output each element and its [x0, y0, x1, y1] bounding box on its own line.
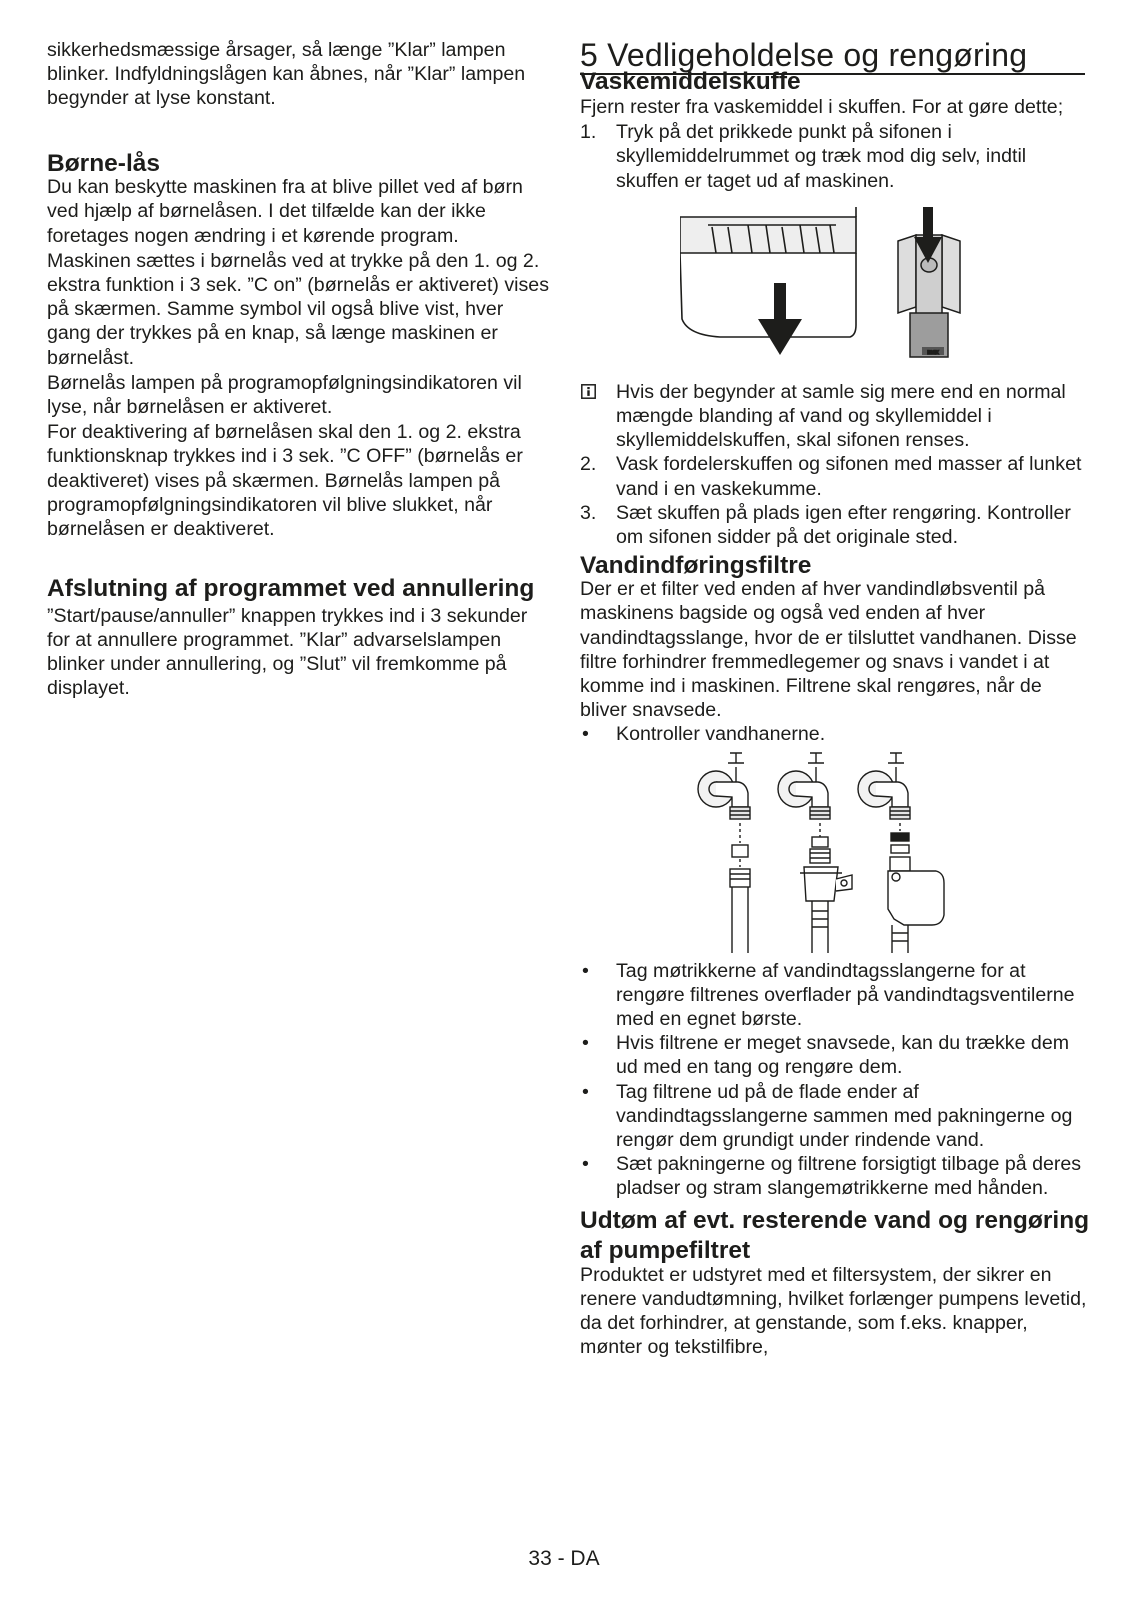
intro-paragraph: sikkerhedsmæssige årsager, så længe ”Klar” lampen blinker. Indfyldningslågen kan åbnes, når ”Klar” lampen begynder at lyse konstant. — [47, 39, 526, 110]
bullet-marker: • — [582, 1153, 589, 1176]
drawer-steps — [580, 120, 1090, 193]
filters-bullets-first — [580, 722, 1090, 746]
tap-2-drawing — [778, 753, 852, 953]
drawer-intro: Fjern rester fra vaskemiddel i skuffen. For at gøre dette; — [580, 96, 1064, 118]
bullet-marker: • — [582, 959, 589, 982]
pump-paragraph: Produktet er udstyret med et filtersystem, der sikrer en renere vandudtømning, hvilket forlænger pumpens levetid, da det forhindrer, at genstande, som f.eks. knapper, mønter og tekstilfibre, — [580, 1263, 1087, 1359]
bullet-text: Tag møtrikkerne af vandindtagsslangerne for at rengøre filtrenes overflader på vandindtagsventilerne med en egnet børste. — [616, 959, 1075, 1031]
child-lock-paragraph: For deaktivering af børnelåsen skal den 1. og 2. ekstra funktionsknap trykkes ind i 3 sek. ”C OFF” (børnelås er deaktiveret) vises på skærmen. Børnelås lampen på programopfølgningsindikatoren vil blive slukket, når børnelåsen er deaktiveret. — [47, 421, 523, 540]
left-column — [47, 38, 552, 700]
bullet-text: Hvis filtrene er meget snavsede, kan du trække dem ud med en tang og rengøre dem. — [616, 1032, 1070, 1079]
step-number: 3. — [580, 501, 597, 524]
list-item — [580, 1152, 1090, 1200]
info-icon — [581, 384, 596, 399]
list-item — [580, 501, 1090, 549]
drawer-heading: Vaskemiddelskuffe — [580, 68, 801, 95]
step-text: Sæt skuffen på plads igen efter rengøring. Kontroller om sifonen sidder på det originale sted. — [616, 501, 1071, 549]
pump-heading: Udtøm af evt. resterende vand og rengøring af pumpefiltret — [580, 1206, 1090, 1264]
step-text: Tryk på det prikkede punkt på sifonen i skyllemiddelrummet og træk mod dig selv, indtil skuffen er taget ud af maskinen. — [616, 121, 1027, 192]
note-text: Hvis der begynder at samle sig mere end en normal mængde blanding af vand og skyllemiddel i skyllemiddelskuffen, skal sifonen renses. — [616, 380, 1066, 452]
bullet-text: Sæt pakningerne og filtrene forsigtigt tilbage på deres pladser og stram slangemøtrikkerne med hånden. — [616, 1153, 1082, 1200]
taps-filters-figure — [690, 749, 960, 955]
child-lock-paragraph: Maskinen sættes i børnelås ved at trykke på den 1. og 2. ekstra funktion i 3 sek. ”C on” (børnelås er aktiveret) vises på skærmen. Samme symbol vil også blive vist, hver gang der trykkes på en knap, så længe maskinen er børnelåst. — [47, 249, 549, 369]
child-lock-paragraph: Du kan beskytte maskinen fra at blive pillet ved af børn ved hjælp af børnelåsen. I det tilfælde kan der ikke foretages nogen ændring i et kørende program. — [47, 176, 523, 247]
bullet-text: Kontroller vandhanerne. — [616, 723, 826, 746]
cancel-heading: Afslutning af programmet ved annullering — [47, 575, 535, 603]
right-column — [580, 38, 1090, 1360]
page-number: 33 - DA — [528, 1547, 600, 1570]
step-number: 1. — [580, 121, 597, 144]
list-item — [580, 722, 1090, 746]
child-lock-paragraph: Børnelås lampen på programopfølgningsindikatoren vil lyse, når børnelåsen er aktiveret. — [47, 371, 522, 418]
tap-1-drawing — [698, 753, 750, 953]
list-item — [580, 1031, 1090, 1079]
child-lock-heading: Børne-lås — [47, 149, 161, 177]
drawer-steps-continued — [580, 452, 1090, 549]
bullet-marker: • — [582, 723, 589, 746]
list-item — [580, 959, 1090, 1032]
step-text: Vask fordelerskuffen og sifonen med masser af lunket vand i en vaskekumme. — [616, 453, 1082, 500]
cancel-paragraph: ”Start/pause/annuller” knappen trykkes ind i 3 sekunder for at annullere programmet. ”Klar” advarselslampen blinker under annullering, og ”Slut” vil fremkomme på displayet. — [47, 604, 528, 700]
step-number: 2. — [580, 453, 597, 476]
arrow-down-icon — [758, 283, 802, 355]
chapter-title: 5 Vedligeholdelse og rengøring — [580, 38, 1085, 75]
drawer-siphon-figure — [680, 207, 1080, 377]
filters-bullets — [580, 959, 1090, 1201]
filters-paragraph: Der er et filter ved enden af hver vandindløbsventil på maskinens bagside og også ved enden af hver vandindtagsslange, hvor de er tilsluttet vandhanen. Disse filtre forhindrer fremmedlegemer og snavs i vandet i at komme ind i maskinen. Filtrene skal rengøres, når de bliver snavsede. — [580, 578, 1077, 722]
info-note — [580, 380, 1090, 453]
list-item — [580, 1080, 1090, 1153]
filters-heading: Vandindføringsfiltre — [580, 552, 812, 580]
bullet-text: Tag filtrene ud på de flade ender af vandindtagsslangerne sammen med pakningerne og rengør dem grundigt under rindende vand. — [616, 1080, 1073, 1152]
list-item — [580, 120, 1090, 193]
bullet-marker: • — [582, 1032, 589, 1055]
bullet-marker: • — [582, 1080, 589, 1103]
max-label: max — [927, 349, 939, 356]
list-item — [580, 452, 1090, 500]
drawer-drawing — [680, 207, 856, 337]
tap-3-drawing — [858, 753, 944, 953]
